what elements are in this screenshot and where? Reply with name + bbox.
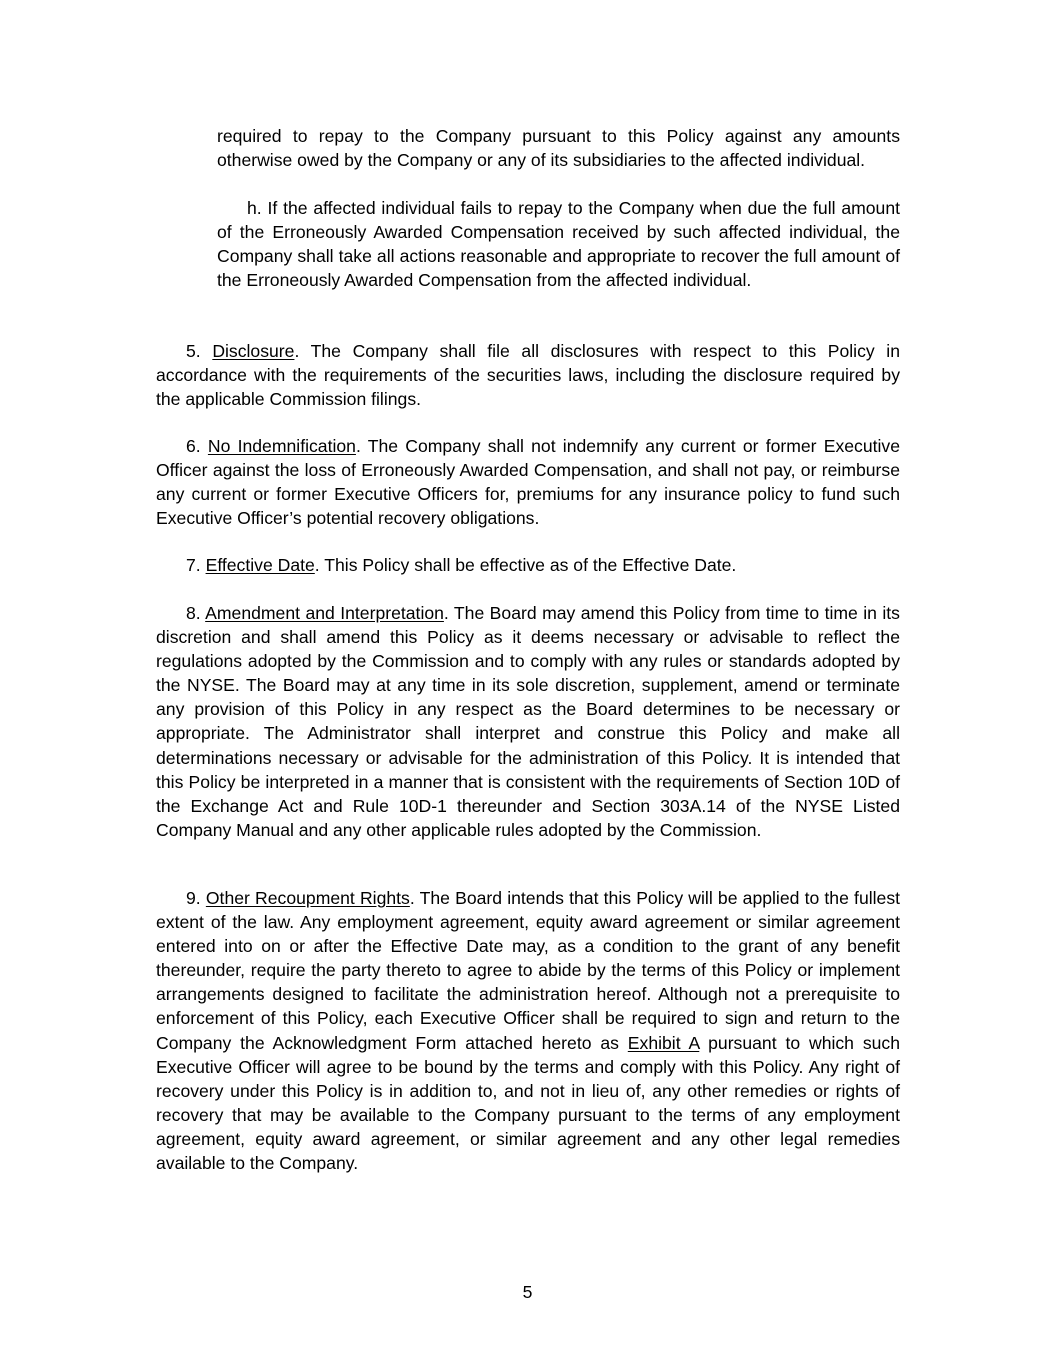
section-number: 7.: [186, 555, 201, 575]
section-8-amendment: [156, 601, 900, 842]
section-number: 6.: [186, 436, 201, 456]
page-number: 5: [522, 1282, 533, 1302]
section-text-after: pursuant to which such Executive Officer will agree to be bound by the terms and comply with this Policy. Any right of recovery under this Policy is in addition to, and not in lieu of, any other remedies or rights of recovery that may be available to the Company pursuant to the terms of any employment agreement, equity award agreement, or similar agreement and any other legal remedies available to the Company.: [156, 1032, 900, 1174]
exhibit-reference: Exhibit A: [627, 1032, 700, 1053]
section-number: 8.: [186, 603, 201, 623]
paragraph-text: required to repay to the Company pursuant to this Policy against any amounts otherwise owed by the Company or any of its subsidiaries to the affected individual.: [217, 126, 900, 171]
section-text: . The Board may amend this Policy from time to time in its discretion and shall amend this Policy as it deems necessary or advisable to reflect the regulations adopted by the Commission and to comply with any rules or standards adopted by the NYSE. The Board may at any time in its sole discretion, supplement, amend or terminate any provision of this Policy in any respect as the Board determines to be necessary or appropriate. The Administrator shall interpret and construe this Policy and make all determinations necessary or advisable for the administration of this Policy. It is intended that this Policy be interpreted in a manner that is consistent with the requirements of Section 10D of the Exchange Act and Rule 10D-1 thereunder and Section 303A.14 of the NYSE Listed Company Manual and any other applicable rules adopted by the Commission.: [156, 603, 900, 840]
section-number: 9.: [186, 888, 201, 908]
paragraph-g-continuation: [217, 124, 900, 172]
section-heading: No Indemnification: [207, 436, 356, 456]
section-6-no-indemnification: [156, 434, 900, 530]
section-5-disclosure: [156, 339, 900, 411]
paragraph-text: If the affected individual fails to repay to the Company when due the full amount of the Erroneously Awarded Compensation received by such affected individual, the Company shall take all actions reasonable and appropriate to recover the full amount of the Erroneously Awarded Compensation from the affected individual.: [217, 198, 900, 291]
section-7-effective-date: [156, 553, 900, 577]
section-text: . This Policy shall be effective as of the Effective Date.: [314, 555, 737, 575]
section-9-other-recoupment-rights: [156, 886, 900, 1175]
section-number: 5.: [186, 341, 201, 361]
section-heading: Effective Date: [205, 555, 315, 575]
section-text: . The Company shall not indemnify any current or former Executive Officer against the loss of Erroneously Awarded Compensation, and shall not pay, or reimburse any current or former Executive Officers for, premiums for any insurance policy to fund such Executive Officer’s potential recovery obligations.: [156, 436, 901, 529]
section-text-before: . The Board intends that this Policy will be applied to the fullest extent of the law. Any employment agreement, equity award agreement or similar agreement entered into on or after the Effective Date may, as a condition to the grant of any benefit thereunder, require the party thereto to agree to abide by the terms of this Policy or implement arrangements designed to facilitate the administration hereof. Although not a prerequisite to enforcement of this Policy, each Executive Officer shall be required to sign and return to the Company the Acknowledgment Form attached hereto as: [156, 888, 901, 1053]
section-heading: Amendment and Interpretation: [205, 603, 444, 623]
section-text: . The Company shall file all disclosures with respect to this Policy in accordance with the requirements of the securities laws, including the disclosure required by the applicable Commission filings.: [156, 341, 901, 410]
section-heading: Other Recoupment Rights: [205, 888, 410, 908]
section-heading: Disclosure: [212, 341, 295, 361]
paragraph-h: [217, 196, 900, 292]
paragraph-number: h.: [247, 198, 262, 218]
